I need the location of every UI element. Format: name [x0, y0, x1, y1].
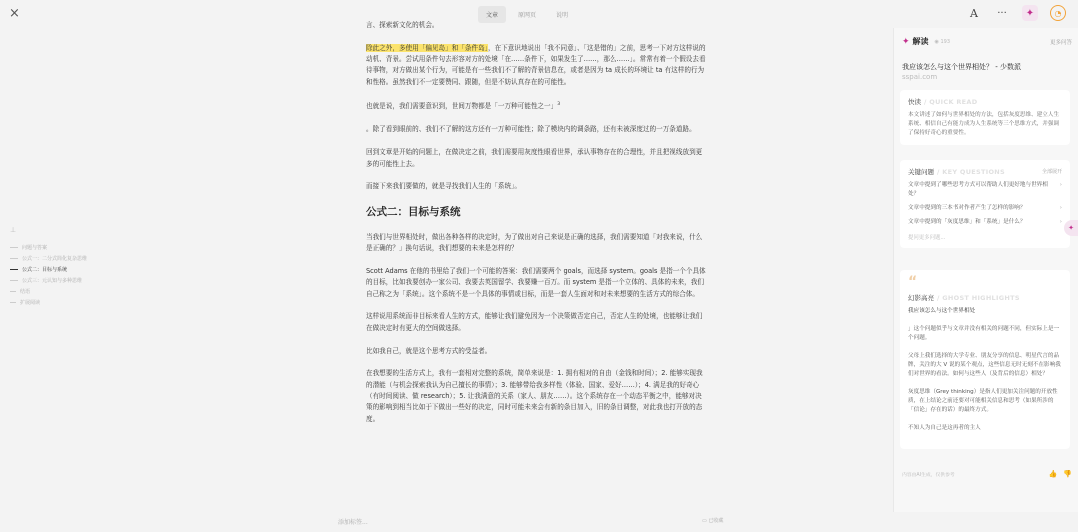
paragraph: 言、探索新文化的机会。 [366, 21, 439, 29]
toc-item[interactable]: 公式三：元认知与多种思维 [10, 275, 87, 286]
more-icon[interactable]: ··· [997, 7, 1007, 19]
top-actions [966, 5, 1066, 21]
sparkle-icon: ✦ [902, 36, 910, 47]
ai-disclaimer: 内容由AI生成，仅供参考 [902, 472, 955, 478]
quick-read-card: 快读 / QUICK READ 本文讲述了如何与世界相处的方法，包括灰度思维、建立人生系统、相信自己有能力成为人生系统等三个思维方式，并强调了保持好奇心的重要性。 [900, 90, 1070, 145]
profile-icon[interactable]: ◔ [1050, 5, 1066, 21]
tag-input[interactable]: 添加标签... [338, 519, 368, 526]
ask-more-input[interactable]: 提问更多问题... [908, 235, 946, 241]
highlight-item[interactable]: 」这个问题似乎与文章并没有相关的问题不同，但实际上是一个问题。 [908, 326, 1060, 341]
bottom-bar [0, 512, 893, 532]
quote-icon: “ [908, 274, 918, 290]
font-size-icon[interactable]: A [970, 6, 978, 20]
highlight-item[interactable]: 不知人为自己是这再者的主人 [908, 425, 981, 431]
paragraph: 除此之外，多使用「偏见岛」和「条件岛」，在下意识地说出「我不同意」、「这是错的」之前，思考一下对方这样说的动机、背景。尝试用条件句去形容对方的处境「在……条件下，如果发生了……，那么……」。常常有着一个假设去看待事物，对方做出某个行为，可能是有一些我们不了解的背景信息在，或者是因为 ta 成长的环境让 ta 有这样的行为和性格。虽然我们不一定要赞同、跟随，但是不妨认真存在的可能性。 [366, 43, 706, 86]
key-question-item[interactable]: 文章中提到的「灰度思维」和「系统」是什么？ › [908, 219, 1062, 225]
paragraph: 在我想要的生活方式上，我有一套相对完整的系统，简单来说是：1. 拥有相对的自由（金钱和时间）；2. 能够实现我的潜能（与机会探索我认为自己擅长的事情）；3. 能够带给我多样性（体验、国家、爱好……）；4. 满足我的好奇心（有时间阅读、做 research）；5. 让我满意的关系（家人、朋友……）。这个系统存在一个动态平衡之中，能够对决策的影响到相当比如于下做出一些好的决定，同时可能未来会有新的条目加入，旧的条目调整，对此我也打开放的态度。 [366, 369, 703, 423]
key-questions-card: 关键问题 / KEY QUESTIONS 全部展开 文章中提到了哪些思考方式可以帮助人们更好地与世界相处？ › 文章中提到的三本书对作者产生了怎样的影响？ › 文章中提到的「灰度思维」和「系统」是什么？ › 提问更多问题... [900, 160, 1070, 248]
panel-title: 解读 [912, 37, 929, 46]
toc-item[interactable]: 结语 [10, 286, 87, 297]
close-icon[interactable]: × [9, 6, 20, 21]
tab-original-page[interactable]: 原网页 [518, 12, 537, 19]
highlight-item[interactable]: 父母上我们选择的大学专业、朋友分享的信息、明星代言的品牌，关注的大 V 说的某个观点，这些信息无时无刻不在影响我们对世界的看法。如何与这些人（及背后的信息）相处？ [908, 353, 1061, 377]
table-of-contents [10, 226, 87, 308]
highlight-item[interactable]: 我应该怎么与这个世界相处 [908, 308, 976, 314]
paragraph: 当我们与世界相处时，做出各种各样的决定时，为了做出对自己来说是正确的选择，我们需要知道「对我来说，什么是正确的？」换句话说，我们想要的未来是怎样的？ [366, 232, 703, 253]
view-count: ◉ 193 [934, 38, 951, 45]
summary-text: 本文讲述了如何与世界相处的方法，包括灰度思维、建立人生系统、相信自己有能力成为人生系统等三个思维方式，并强调了保持好奇心的重要性。 [908, 112, 1060, 136]
paragraph: 比如我自己，就是这个思考方式的受益者。 [366, 346, 492, 355]
toc-item[interactable]: 公式一：二分式简化复杂思维 [10, 253, 87, 264]
tab-article[interactable]: 文章 [478, 6, 506, 23]
tab-notes[interactable]: 说明 [556, 12, 569, 19]
pin-icon[interactable]: ⊥ [10, 226, 17, 234]
chevron-right-icon: › [1059, 205, 1062, 211]
section-heading: 公式二：目标与系统 [366, 205, 461, 218]
paragraph: 而接下来我们要做的，就是寻找我们人生的「系统」。 [366, 182, 521, 191]
paragraph: 。除了看到眼前的、我们不了解的这方还有一万种可能性；除了模块内的调条路，还有未被深度过的一万条道路。 [366, 125, 696, 134]
highlight-item[interactable]: 灰度思维（Grey thinking）是指人们更加关注问题的开放性质，在上结论之前还要对可能相关信息和思考（如果所涉的「信论」存在的话）的最终方式。 [908, 389, 1058, 413]
more-qa-link[interactable]: 更多问答 [1049, 39, 1072, 46]
floating-ai-button[interactable]: ✦ [1064, 220, 1078, 236]
ai-interpretation-panel [893, 28, 1078, 512]
toc-item[interactable]: 扩展阅读 [10, 297, 87, 308]
footnote-ref[interactable]: 3 [557, 102, 561, 108]
thumbs-up-icon[interactable]: 👍 [1048, 470, 1058, 478]
toc-item[interactable]: 问题与答案 [10, 242, 87, 253]
paragraph: Scott Adams 在他的书里给了我们一个可能的答案：我们需要两个 goals，而选择 system。goals 是指一个个具体的目标，比如我要创办一家公司、我要去英国留学、我要赚一百万。而 system 是指一个立体的、具体的未来，我们自己称之为「系统」。这个系统不是一个具体的事情或目标，而是一套人生面对和对未来想要的生活方式的综合体。 [366, 267, 706, 298]
ai-sparkle-icon[interactable]: ✦ [1022, 5, 1038, 21]
paragraph: 也就是说，我们需要意识到，世间万物都是「一万种可能性之一」$^3$ [366, 102, 561, 111]
key-question-item[interactable]: 文章中提到了哪些思考方式可以帮助人们更好地与世界相处？ › [908, 182, 1062, 197]
thumbs-down-icon[interactable]: 👎 [1063, 470, 1072, 478]
paragraph: 这样说用系统而非目标来看人生的方式，能够让我们避免因为一个决策做否定自己，否定人生的处境，也能够让我们在做决定时有更大的空间做选择。 [366, 312, 703, 332]
paragraph: 回到文章是开始的问题上，在做决定之前，我们需要用灰度性眼看世界，承认事物存在的合理性，并且把视线放到更多的可能性上去。 [366, 148, 703, 168]
article-question: 我应该怎么与这个世界相处？ - 少数派 sspai.com [902, 62, 1072, 82]
chevron-right-icon: › [1059, 182, 1062, 188]
panel-footer [902, 470, 1072, 478]
key-question-item[interactable]: 文章中提到的三本书对作者产生了怎样的影响？ › [908, 205, 1062, 211]
ghost-highlights-card: “ 幻影高亮 / GHOST HIGHLIGHTS 我应该怎么与这个世界相处 」这个问题似乎与文章并没有相关的问题不同，但实际上是一个问题。 父母上我们选择的大学专业、朋友分享的信息、明星代言的品牌，关注的大 V 说的某个观点，这些信息无时无刻不在影响我们对世界的看法。如何与这些人（及背后的信息）相处？ 灰度思维（Grey thinking）是指人们更加关注问题的开放性质，在上结论之前还要对可能相关信息和思考（如果所涉的「信论」存在的话）的最终方式。 不知人为自己是这再者的主人 [900, 270, 1070, 449]
highlighted-text[interactable]: 除此之外，多使用「偏见岛」和「条件岛」 [366, 43, 488, 52]
favorite-button[interactable]: ▭ 已收藏 [702, 518, 724, 524]
toc-item-active[interactable]: 公式二：目标与系统 [10, 264, 87, 275]
source-site: sspai.com [902, 73, 938, 81]
chevron-right-icon: › [1059, 219, 1062, 225]
expand-all-button[interactable]: 全部展开 [1041, 169, 1062, 175]
panel-header [902, 36, 1072, 47]
article-body [366, 20, 706, 436]
